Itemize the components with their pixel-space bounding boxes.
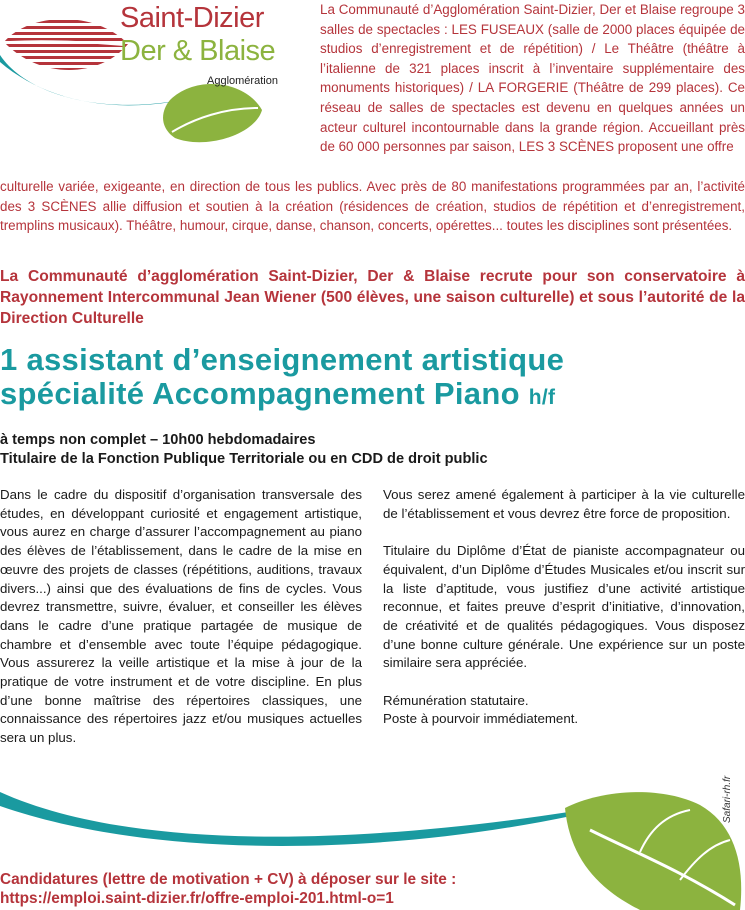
- body-column-right: [383, 486, 745, 729]
- logo-title-saint-dizier: Saint-Dizier: [120, 2, 264, 34]
- remuneration-text: Rémunération statutaire.: [383, 692, 529, 708]
- intro-paragraph-bottom: culturelle variée, exigeante, en direction de tous les publics. Avec près de 80 manifestations programmées par an, l’activité des 3 SCÈNES allie diffusion et soutien à la création (résidences de création, studios de répétition et d’enregistrement, tremplins musicaux). Théâtre, humour, cirque, danse, chanson, concerts, opérettes... toutes les disciplines sont présentées.: [0, 179, 745, 234]
- job-subtitle: [0, 431, 745, 469]
- apply-instructions: Candidatures (lettre de motivation + CV) à déposer sur le site :: [0, 871, 457, 888]
- job-title-line-2: [0, 377, 745, 415]
- apply-section: [0, 870, 620, 908]
- mission-paragraph: Dans le cadre du dispositif d’organisation transversale des études, en développant curiosité et engagement artistique, vous aurez en charge d’assurer l’accompagnement au piano des élèves de l’établissement, dans le cadre de la mise en œuvre des projets de classes (répétitions, auditions, travaux divers...) ainsi que des évaluations de fins de cycles. Vous devrez transmettre, suivre, évaluer, et conseiller les élèves dans le cadre d’une pratique partagée de musique de chambre et d’ensemble avec toute l’équipe pédagogique. Vous assurerez la veille artistique et la mise à jour de la pratique de votre instrument et de votre discipline. En plus d’une bonne maîtrise des répertoires classiques, une connaissance des répertoires jazz et/ou musiques actuelles sera un plus.: [0, 487, 362, 746]
- job-title-line-1: 1 assistant d’enseignement artistique: [0, 342, 565, 377]
- credit-wrap: [722, 775, 745, 834]
- conditions-paragraph: [383, 692, 745, 729]
- recruit-statement: La Communauté d’agglomération Saint-Dizier, Der & Blaise recrute pour son conservatoire à Rayonnement Intercommunal Jean Wiener (500 élèves, une saison culturelle) et sous l’autorité de la Direction Culturelle: [0, 268, 745, 327]
- job-title-gender: h/f: [528, 386, 556, 409]
- intro-paragraph-top: La Communauté d’Agglomération Saint-Dizier, Der et Blaise regroupe 3 salles de spectacles : LES FUSEAUX (salle de 2000 places équipée de studios d’enregistrement et de répétition) / Le Théâtre (théâtre à l’italienne de 321 places inscrit à l’inventaire supplémentaire des monuments historiques) / LA FORGERIE (Théâtre de 299 places). Ce réseau de salles de spectacles est devenu en quelques années un acteur culturel incontournable dans la grande région. Accueillant près de 60 000 personnes par saison, LES 3 SCÈNES proposent une offre: [320, 2, 745, 155]
- job-status: Titulaire de la Fonction Publique Territoriale ou en CDD de droit public: [0, 451, 488, 467]
- logo-subtitle: Agglomération: [207, 75, 278, 87]
- apply-link[interactable]: https://emploi.saint-dizier.fr/offre-emploi-201.html-o=1: [0, 890, 394, 907]
- job-title-specialty: spécialité Accompagnement Piano: [0, 376, 520, 411]
- availability-text: Poste à pourvoir immédiatement.: [383, 711, 579, 727]
- logo: [0, 0, 300, 160]
- logo-title-der-blaise: Der & Blaise: [120, 35, 276, 67]
- credit-text: Safari-rh.fr: [722, 775, 733, 823]
- profile-paragraph: Titulaire du Diplôme d’État de pianiste accompagnateur ou équivalent, d’un Diplôme d’Études Musicales et/ou inscrit sur la liste d’aptitude, vous justifiez d’une activité artistique reconnue, et faites preuve d’esprit d’initiative, d’innovation, de créativité et de qualités pédagogiques. Vous disposez d’une bonne culture générale. Une expérience sur un poste similaire sera appréciée.: [383, 543, 745, 671]
- job-schedule: à temps non complet – 10h00 hebdomadaires: [0, 432, 316, 448]
- participation-paragraph: Vous serez amené également à participer à la vie culturelle de l’établissement et vous devrez être force de proposition.: [383, 487, 745, 521]
- job-title: [0, 343, 745, 415]
- body-column-left: [0, 486, 362, 748]
